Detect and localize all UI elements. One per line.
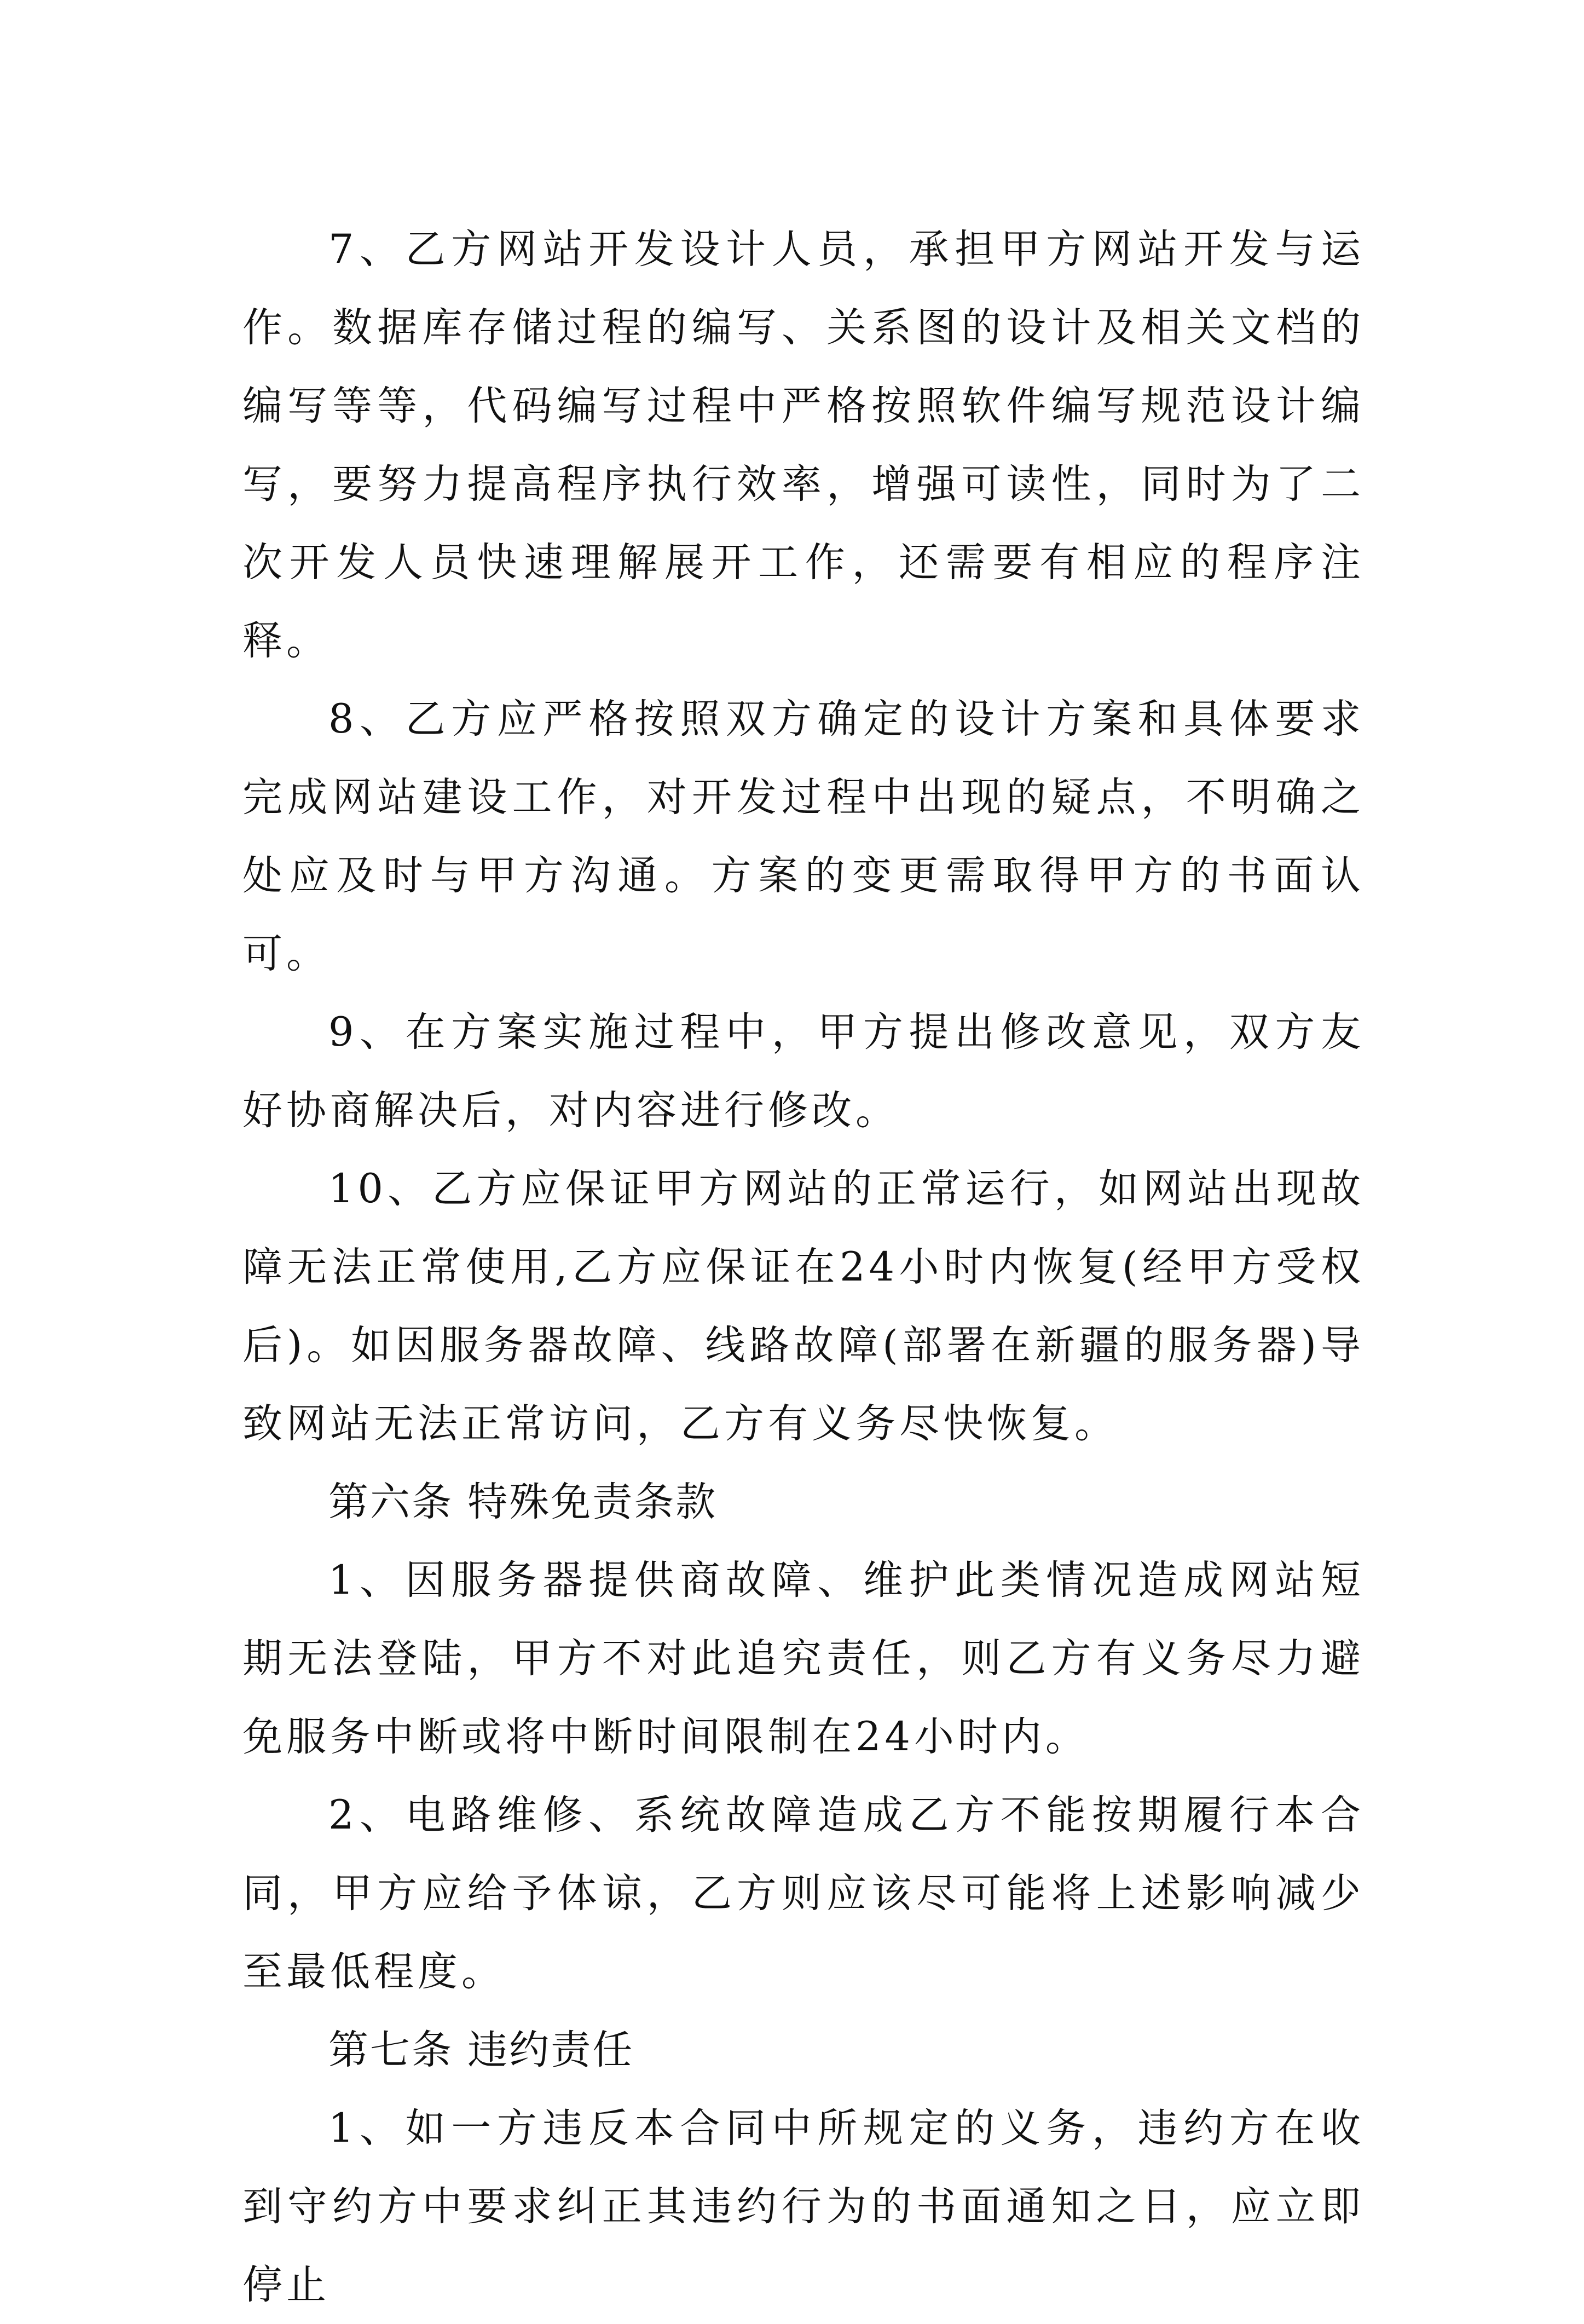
clause-9-paragraph: 9、在方案实施过程中，甲方提出修改意见，双方友好协商解决后，对内容进行修改。 (242, 1009, 1365, 1134)
article-6-clause-1-paragraph: 1、因服务器提供商故障、维护此类情况造成网站短期无法登陆，甲方不对此追究责任，则乙方有义务尽力避免服务中断或将中断时间限制在24小时内。 (242, 1557, 1365, 1760)
clause-10-paragraph: 10、乙方应保证甲方网站的正常运行，如网站出现故障无法正常使用,乙方应保证在24小时内恢复(经甲方受权后)。如因服务器故障、线路故障(部署在新疆的服务器)导致网站无法正常访问，乙方有义务尽快恢复。 (242, 1166, 1365, 1447)
document-body (242, 210, 1365, 2324)
article-6-clause-2-paragraph: 2、电路维修、系统故障造成乙方不能按期履行本合同，甲方应给予体谅，乙方则应该尽可能将上述影响减少至最低程度。 (242, 1792, 1365, 1995)
clause-8-paragraph: 8、乙方应严格按照双方确定的设计方案和具体要求完成网站建设工作，对开发过程中出现的疑点，不明确之处应及时与甲方沟通。方案的变更需取得甲方的书面认可。 (242, 696, 1365, 977)
clause-7-paragraph: 7、乙方网站开发设计人员，承担甲方网站开发与运作。数据库存储过程的编写、关系图的设计及相关文档的编写等等，代码编写过程中严格按照软件编写规范设计编写，要努力提高程序执行效率，增强可读性，同时为了二次开发人员快速理解展开工作，还需要有相应的程序注释。 (242, 226, 1365, 664)
article-7-heading: 第七条 违约责任 (328, 2027, 634, 2073)
article-7-clause-1-paragraph: 1、如一方违反本合同中所规定的义务，违约方在收到守约方中要求纠正其违约行为的书面通知之日，应立即停止 (242, 2105, 1365, 2308)
article-6-heading: 第六条 特殊免责条款 (328, 1479, 718, 1525)
